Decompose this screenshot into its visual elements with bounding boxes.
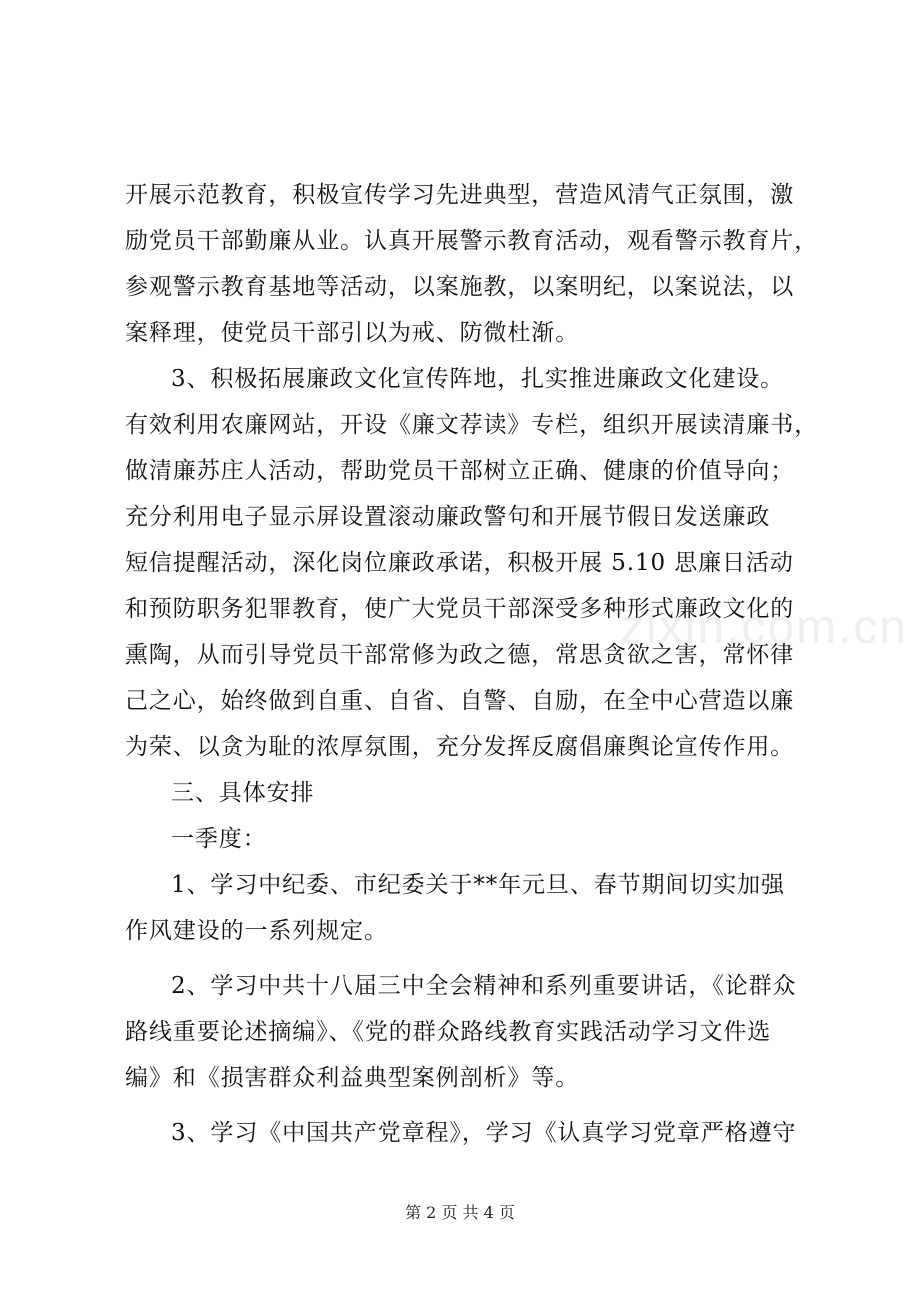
paragraph-first-line: 3、学习《中国共产党章程》，学习《认真学习党章严格遵守 [171, 1120, 797, 1146]
text-line: 作风建设的一系列规定。 [125, 918, 388, 944]
text-line: 路线重要论述摘编》、《党的群众路线教育实践活动学习文件选 [125, 1019, 772, 1045]
paragraph-first-line: 2、学习中共十八届三中全会精神和系列重要讲话，《论群众 [171, 973, 797, 999]
text-line: 和预防职务犯罪教育，使广大党员干部深受多种形式廉政文化的 [125, 596, 795, 622]
text-line: 编》和《损害群众利益典型案例剖析》等。 [125, 1065, 580, 1091]
text-line: 励党员干部勤廉从业。认真开展警示教育活动，观看警示教育片， [125, 228, 819, 254]
paragraph-first-line: 3、积极拓展廉政文化宣传阵地，扎实推进廉政文化建设。 [171, 366, 785, 392]
subsection-heading: 一季度： [171, 826, 267, 852]
text-line: 参观警示教育基地等活动，以案施教，以案明纪，以案说法，以 [125, 274, 795, 300]
paragraph-first-line: 1、学习中纪委、市纪委关于**年元旦、春节期间切实加强 [171, 872, 785, 898]
text-line: 做清廉苏庄人活动，帮助党员干部树立正确、健康的价值导向； [125, 458, 795, 484]
text-line: 短信提醒活动，深化岗位廉政承诺，积极开展 5.10 思廉日活动 [125, 550, 794, 576]
text-line: 充分利用电子显示屏设置滚动廉政警句和开展节假日发送廉政 [125, 504, 771, 530]
section-heading: 三、具体安排 [171, 780, 315, 806]
watermark: zixin.com.cn [620, 601, 909, 654]
text-line: 己之心，始终做到自重、自省、自警、自励，在全中心营造以廉 [125, 688, 795, 714]
text-line: 熏陶，从而引导党员干部常修为政之德，常思贪欲之害，常怀律 [125, 642, 795, 668]
text-line: 开展示范教育，积极宣传学习先进典型，营造风清气正氛围，激 [125, 182, 795, 208]
text-line: 为荣、以贪为耻的浓厚氛围，充分发挥反腐倡廉舆论宣传作用。 [125, 734, 795, 760]
page-footer: 第 2 页 共 4 页 [405, 1203, 515, 1222]
document-body [125, 172, 825, 1156]
text-line: 案释理，使党员干部引以为戒、防微杜渐。 [125, 320, 580, 346]
text-line: 有效利用农廉网站，开设《廉文荐读》专栏，组织开展读清廉书， [125, 412, 819, 438]
